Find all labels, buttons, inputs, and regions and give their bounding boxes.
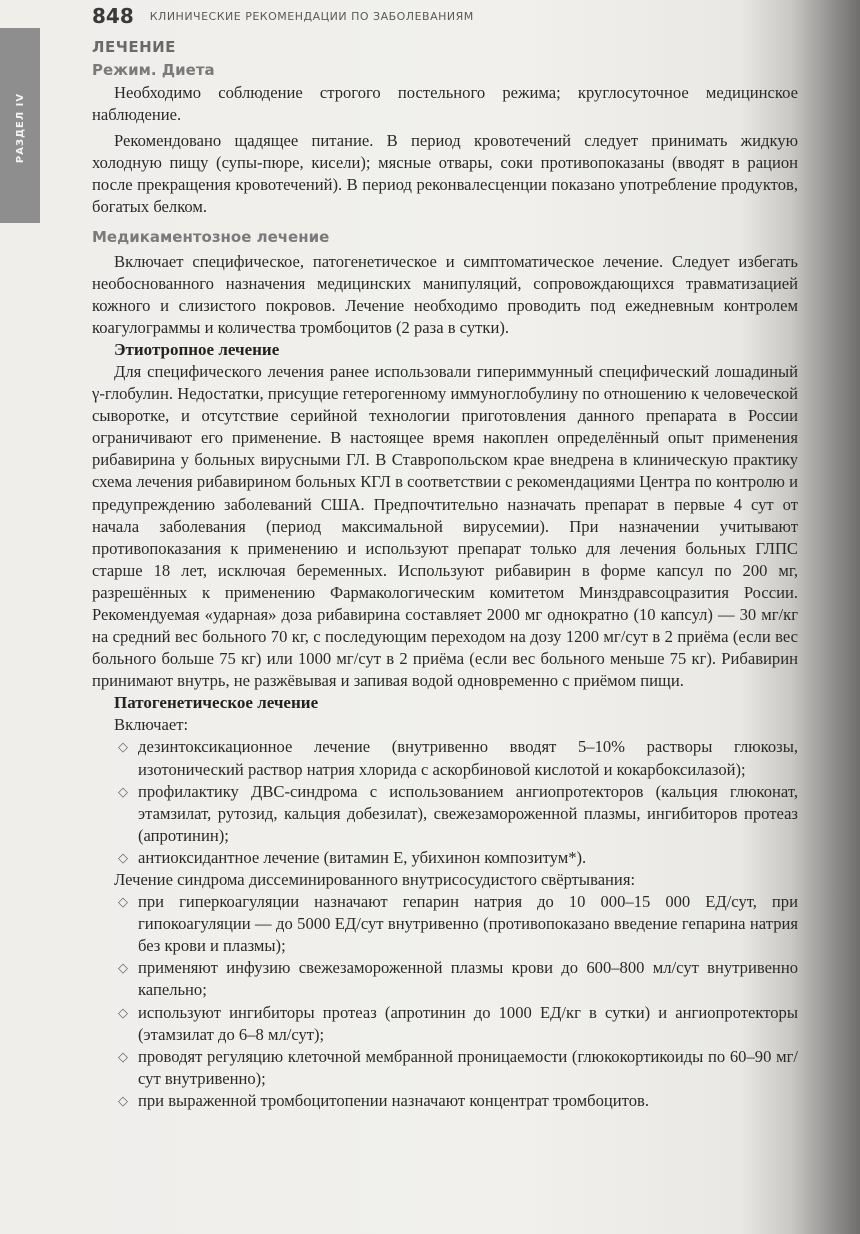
running-header	[92, 4, 474, 28]
etiotropic-paragraph: Для специфического лечения ранее использовали гипериммунный специфический лошадиный γ-глобулин. Недостатки, присущие гетерогенному иммуноглобулину по отношению к человеческой сыворотке, и отсутствие серийной технологии приготовления данного препарата в России ограничивают его применение. В настоящее время накоплен определённый опыт применения рибавирина у больных вирусными ГЛ. В Ставропольском крае внедрена в клиническую практику схема лечения рибавирином больных КГЛ в соответствии с рекомендациями Центра по контролю и предупреждению заболеваний США. Предпочтительно назначать препарат в первые 4 сут от начала заболевания (период максимальной вирусемии). При назначении учитывают противопоказания к применению и используют препарат только для лечения больных ГЛПС старше 18 лет, исключая беременных. Используют рибавирин в форме капсул по 200 мг, разрешённых к применению Фармакологическим комитетом Минздравсоцразития России. Рекомендуемая «ударная» доза рибавирина составляет 2000 мг однократно (10 капсул) — 30 мг/кг на средний вес больного 70 кг, с последующим переходом на дозу 1200 мг/сут в 2 приёма (если вес больного больше 75 кг) или 1000 мг/сут в 2 приёма (если вес больного меньше 75 кг). Рибавирин принимают внутрь, не разжёвывая и запивая водой одновременно с приёмом пищи.	[92, 361, 798, 691]
regime-paragraph-1: Необходимо соблюдение строгого постельного режима; круглосуточное медицинское наблюдение.	[92, 83, 798, 125]
list-item: ◇ используют ингибиторы протеаз (апротинин до 1000 ЕД/кг в сутки) и ангиопротекторы (этамзилат до 6–8 мл/сут);	[118, 1002, 798, 1044]
list-item: ◇ при гиперкоагуляции назначают гепарин натрия до 10 000–15 000 ЕД/сут, при гипокоагуляции — до 5000 ЕД/сут внутривенно (противопоказано введение гепарина натрия без крови и плазмы);	[118, 892, 798, 956]
diamond-bullet-icon: ◇	[118, 739, 128, 755]
list-item: ◇ применяют инфузию свежезамороженной плазмы крови до 600–800 мл/сут внутривенно капельно;	[118, 958, 798, 1000]
pathogenetic-list	[92, 736, 798, 869]
medication-heading: Медикаментозное лечение	[92, 227, 330, 246]
diamond-bullet-icon: ◇	[118, 1092, 128, 1108]
section-side-tab	[0, 28, 40, 223]
diamond-bullet-icon: ◇	[118, 894, 128, 910]
running-title: КЛИНИЧЕСКИЕ РЕКОМЕНДАЦИИ ПО ЗАБОЛЕВАНИЯМ	[149, 10, 474, 23]
list-item: ◇ антиоксидантное лечение (витамин Е, убихинон композитум*).	[92, 847, 798, 869]
regime-paragraph-2: Рекомендовано щадящее питание. В период кровотечений следует принимать жидкую холодную пищу (супы-пюре, кисели); мясные отвары, соки противопоказаны (вводят в рацион после прекращения кровотечений). В период реконвалесценции показано употребление продуктов, богатых белком.	[92, 131, 798, 217]
diamond-bullet-icon: ◇	[118, 960, 128, 976]
diamond-bullet-icon: ◇	[118, 783, 128, 799]
pathogenetic-heading: Патогенетическое лечение	[114, 693, 319, 713]
list-item: ◇ проводят регуляцию клеточной мембранной проницаемости (глюкокортикоиды по 60–90 мг/сут внутривенно);	[118, 1046, 798, 1088]
page-content	[92, 36, 798, 1112]
pathogenetic-intro: Включает:	[114, 715, 189, 735]
list-item: ◇ при выраженной тромбоцитопении назначают концентрат тромбоцитов.	[92, 1090, 798, 1112]
regime-heading: Режим. Диета	[92, 61, 215, 79]
section-title: ЛЕЧЕНИЕ	[92, 38, 176, 56]
side-tab-label: РАЗДЕЛ IV	[14, 92, 26, 164]
list-item: ◇ профилактику ДВС-синдрома с использованием ангиопротекторов (кальция глюконат, этамзилат, рутозид, кальция добезилат), свежезамороженной плазмы, ингибиторов протеаз (апротинин);	[118, 781, 798, 845]
diamond-bullet-icon: ◇	[118, 849, 128, 865]
list-item: ◇ дезинтоксикационное лечение (внутривенно вводят 5–10% растворы глюкозы, изотонический раствор натрия хлорида с аскорбиновой кислотой и кокарбоксилазой);	[118, 737, 798, 779]
etiotropic-heading: Этиотропное лечение	[114, 339, 280, 359]
dic-list	[92, 891, 798, 1112]
dic-intro: Лечение синдрома диссеминированного внутрисосудистого свёртывания:	[114, 870, 636, 889]
page-number: 848	[92, 4, 134, 28]
medication-paragraph: Включает специфическое, патогенетическое и симптоматическое лечение. Следует избегать необоснованного назначения медицинских манипуляций, сопровождающихся травматизацией кожного и слизистого покровов. Лечение необходимо проводить под ежедневным контролем коагулограммы и количества тромбоцитов (2 раза в сутки).	[92, 251, 798, 337]
diamond-bullet-icon: ◇	[118, 1004, 128, 1020]
diamond-bullet-icon: ◇	[118, 1048, 128, 1064]
